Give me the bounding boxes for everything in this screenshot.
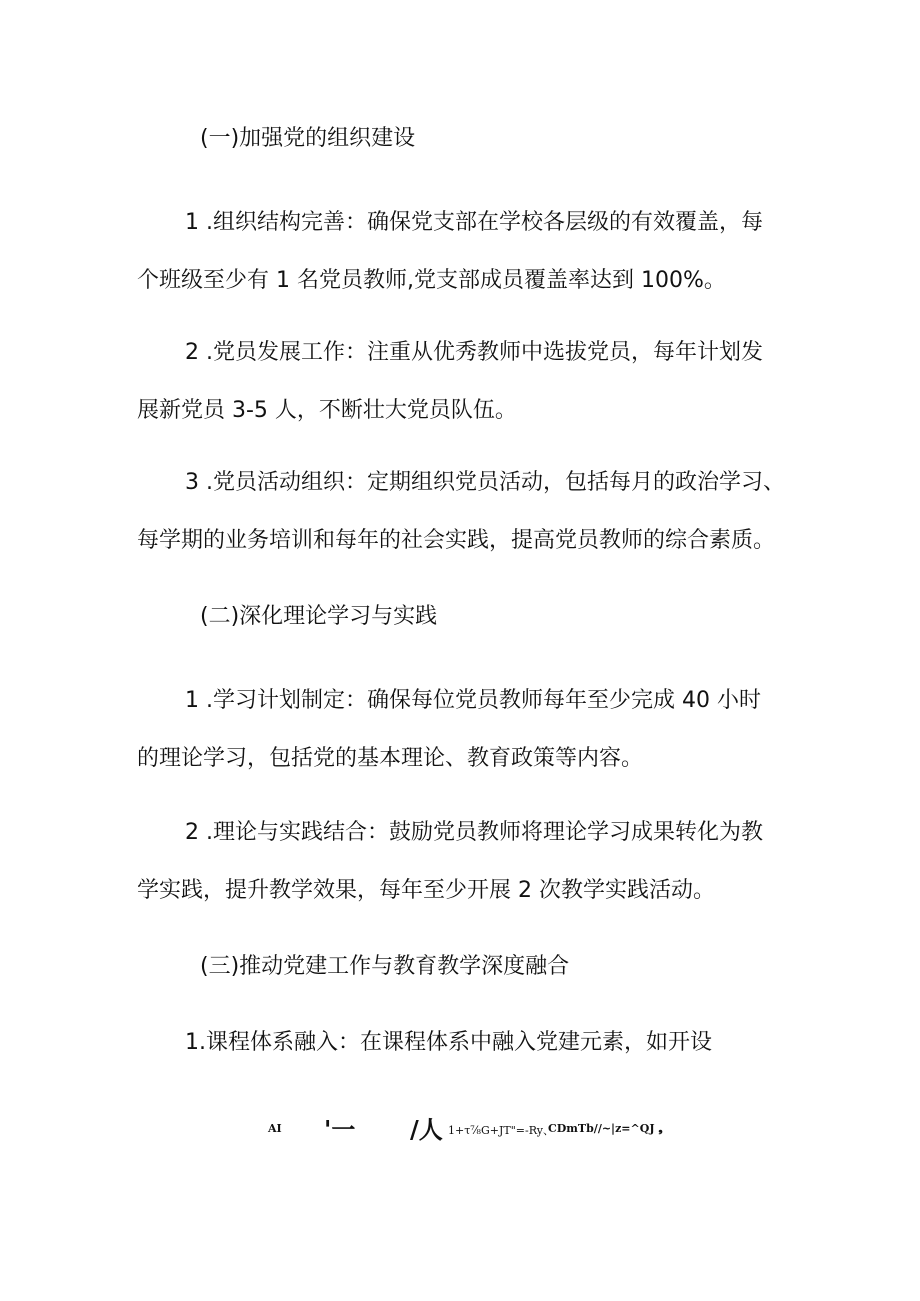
paragraph-line: 1 .组织结构完善：确保党支部在学校各层级的有效覆盖，每 (185, 210, 763, 235)
paragraph-1-3 (137, 468, 797, 556)
paragraph-line: 2 .党员发展工作：注重从优秀教师中选拔党员，每年计划发 (185, 340, 763, 365)
paragraph-line: 1.课程体系融入：在课程体系中融入党建元素，如开设 (185, 1030, 712, 1055)
paragraph-line: 3 .党员活动组织：定期组织党员活动，包括每月的政治学习、 (185, 470, 785, 495)
paragraph-line: 1 .学习计划制定：确保每位党员教师每年至少完成 40 小时 (185, 688, 761, 713)
paragraph-3-1 (137, 1028, 797, 1058)
paragraph-line: 展新党员 3-5 人，不断壮大党员队伍。 (137, 398, 517, 423)
garbled-fragment: CDmTb//~|z=^QJ ❟ (548, 1122, 663, 1135)
paragraph-2-1 (137, 686, 797, 774)
paragraph-1-2 (137, 338, 797, 426)
garbled-fragment: AI (268, 1122, 282, 1135)
paragraph-line: 学实践，提升教学效果，每年至少开展 2 次教学实践活动。 (137, 878, 715, 903)
garbled-fragment: /人 (410, 1115, 443, 1144)
section-heading-1: (一)加强党的组织建设 (200, 126, 416, 151)
paragraph-line: 2 .理论与实践结合：鼓励党员教师将理论学习成果转化为教 (185, 820, 763, 845)
paragraph-line: 个班级至少有 1 名党员教师,党支部成员覆盖率达到 100%。 (137, 268, 726, 293)
paragraph-2-2 (137, 818, 797, 906)
paragraph-line: 每学期的业务培训和每年的社会实践，提高党员教师的综合素质。 (137, 528, 776, 553)
paragraph-1-1 (137, 208, 797, 296)
paragraph-line: 的理论学习，包括党的基本理论、教育政策等内容。 (137, 746, 644, 771)
garbled-fragment: '一 (324, 1115, 356, 1144)
garbled-fragment: 1+τ⅞G+JT"=-Ry、 (448, 1124, 555, 1137)
section-heading-3: (三)推动党建工作与教育教学深度融合 (200, 954, 570, 979)
section-heading-2: (二)深化理论学习与实践 (200, 604, 438, 629)
